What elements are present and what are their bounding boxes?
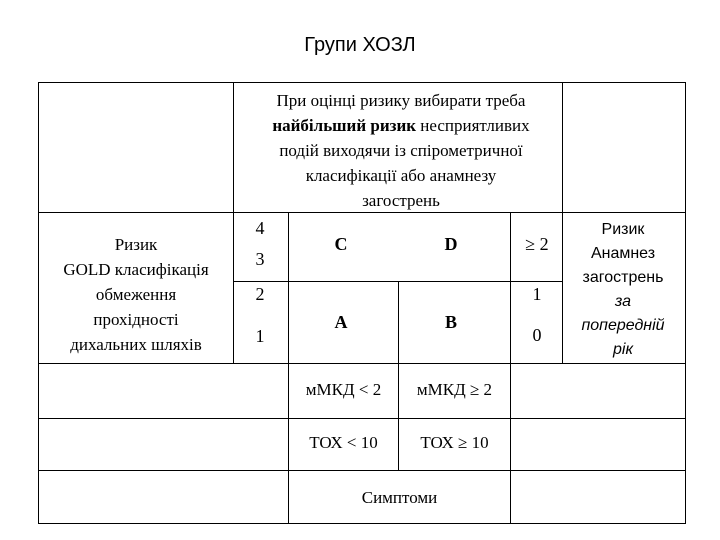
right-label-line: Анамнез bbox=[590, 245, 656, 262]
quadrant-c: C bbox=[334, 234, 348, 254]
right-label-italic: попередній bbox=[581, 317, 665, 334]
left-label-line: обмеження bbox=[95, 285, 177, 304]
right-label-italic: рік bbox=[612, 341, 633, 358]
intro-line-5: загострень bbox=[362, 191, 440, 210]
symptom-row-divider-2 bbox=[38, 470, 686, 471]
gold-number-1: 1 bbox=[255, 326, 265, 346]
quad-horizontal bbox=[288, 281, 510, 282]
gold-number-4: 4 bbox=[255, 218, 265, 238]
symptoms-label: Симптоми bbox=[361, 488, 438, 507]
intro-line-4: класифікації або анамнезу bbox=[305, 166, 497, 185]
exac-number-0: 0 bbox=[532, 325, 542, 345]
symptom-right-border bbox=[510, 363, 511, 524]
left-label-line: GOLD класифікація bbox=[63, 260, 209, 279]
gold-number-2: 2 bbox=[255, 284, 265, 304]
intro-left-border bbox=[233, 82, 234, 213]
cat-low: ТОХ < 10 bbox=[309, 433, 378, 452]
quadrant-d: D bbox=[444, 234, 458, 254]
exacerbation-risk-label bbox=[562, 218, 684, 362]
exac-col-divider bbox=[510, 212, 511, 364]
page-title: Групи ХОЗЛ bbox=[304, 34, 416, 56]
intro-emphasis: найбільший ризик bbox=[272, 116, 417, 135]
right-label-italic: за bbox=[614, 293, 632, 310]
gold-mid-divider bbox=[233, 281, 289, 282]
exac-mid-divider bbox=[510, 281, 563, 282]
mmrc-high: мМКД ≥ 2 bbox=[416, 380, 493, 399]
exac-number-2plus: ≥ 2 bbox=[525, 234, 549, 254]
intro-text bbox=[238, 88, 564, 213]
quadrant-b: B bbox=[444, 312, 457, 332]
intro-line-2-rest: несприятливих bbox=[416, 116, 530, 135]
gold-number-3: 3 bbox=[255, 249, 265, 269]
divider-bottom bbox=[38, 363, 686, 364]
left-label-line: прохідності bbox=[93, 310, 179, 329]
intro-line-2 bbox=[238, 113, 564, 138]
cat-high: ТОХ ≥ 10 bbox=[420, 433, 489, 452]
left-label-line: Ризик bbox=[114, 235, 158, 254]
quadrant-a: A bbox=[334, 312, 348, 332]
exac-number-1: 1 bbox=[532, 284, 542, 304]
gold-risk-label bbox=[40, 232, 232, 357]
quad-vertical bbox=[398, 281, 399, 364]
mmrc-low: мМКД < 2 bbox=[305, 380, 382, 399]
gold-col-divider bbox=[288, 212, 289, 364]
right-label-line: Ризик bbox=[601, 221, 645, 238]
intro-line-3: подій виходячи із спірометричної bbox=[279, 141, 523, 160]
left-label-line: дихальних шляхів bbox=[70, 335, 202, 354]
intro-line-1: При оцінці ризику вибирати треба bbox=[276, 91, 526, 110]
symptom-row-divider-1 bbox=[38, 418, 686, 419]
right-label-line: загострень bbox=[582, 269, 664, 286]
